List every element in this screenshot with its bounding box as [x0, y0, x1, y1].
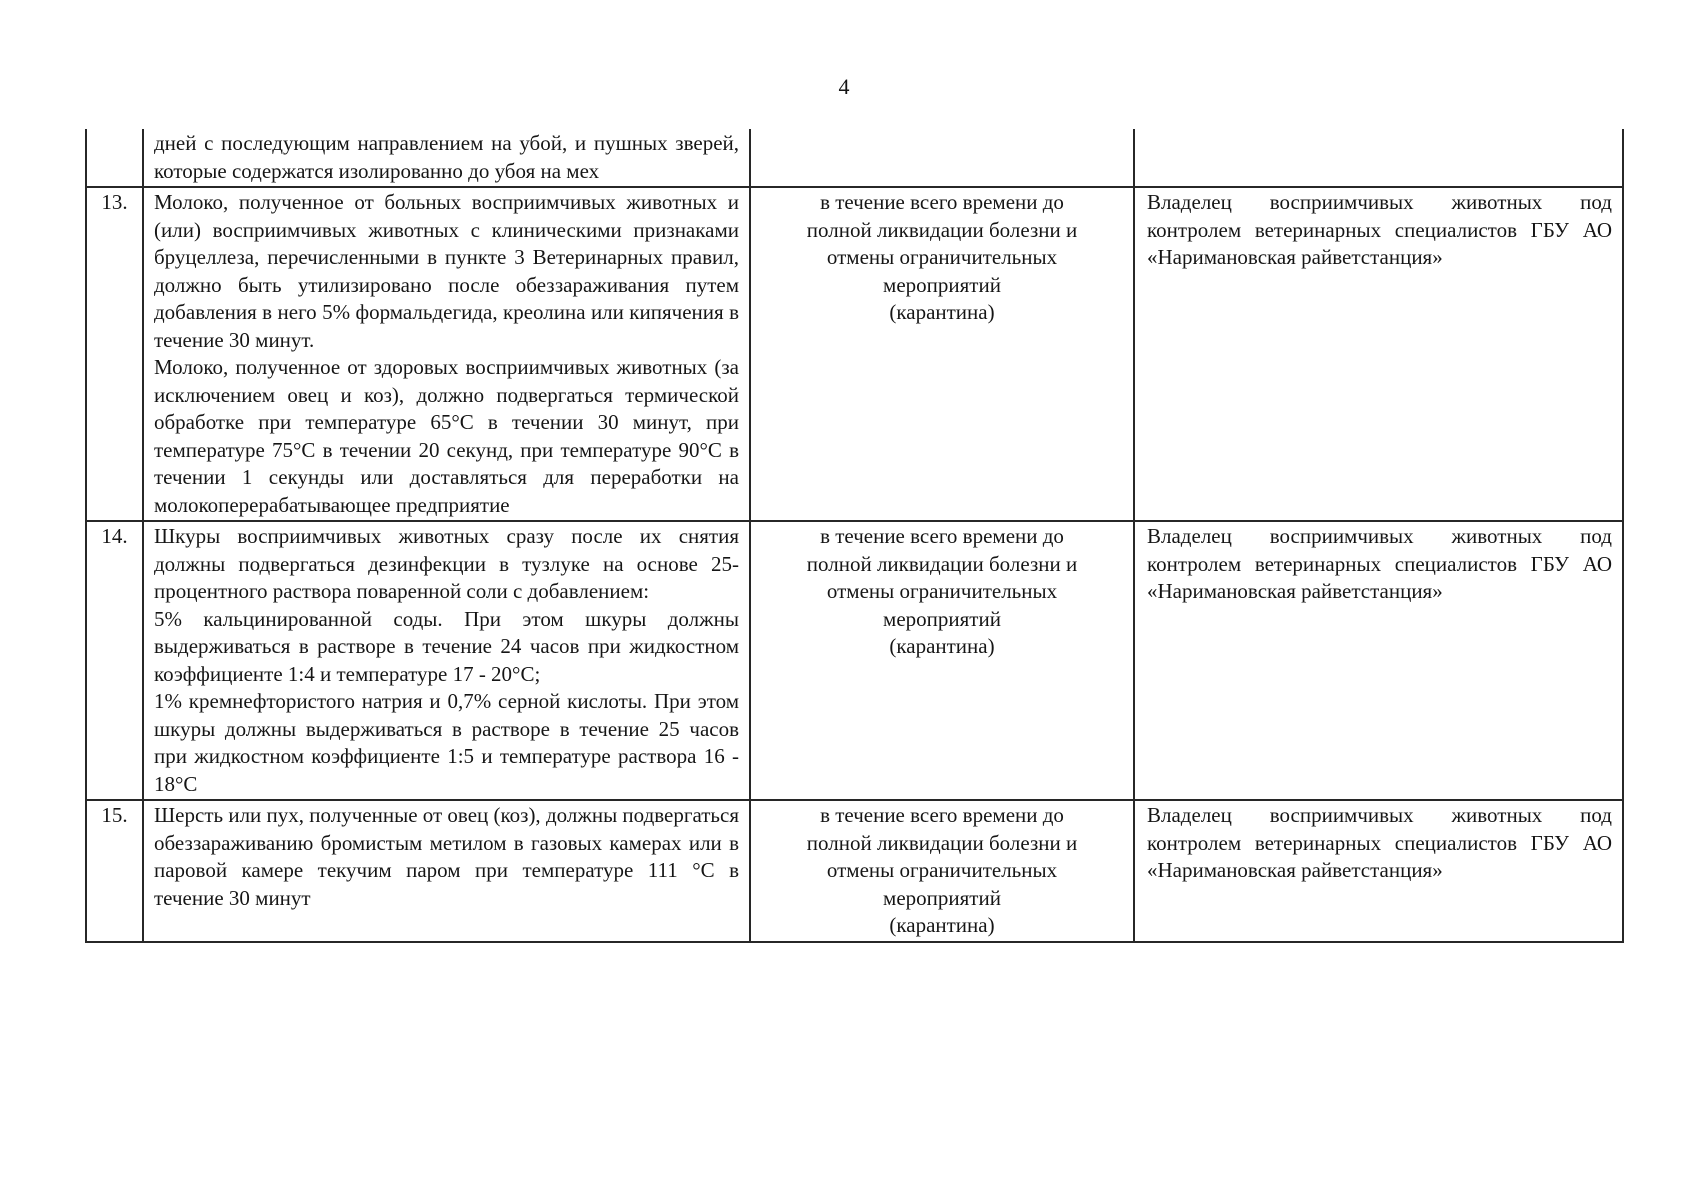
term-cell [750, 800, 1134, 942]
table-row [86, 800, 1623, 942]
measure-paragraph: Молоко, полученное от здоровых восприимчивых животных (за исключением овец и коз), должно подвергаться термической обработке при температуре 65°С в течении 30 минут, при температуре 75°С в течении 20 секунд, при температуре 90°С в течении 1 секунды или доставляться для переработки на молокоперерабатывающее предприятие [154, 355, 739, 517]
measures-table [85, 129, 1624, 943]
term-line: полной ликвидации болезни и [806, 830, 1078, 855]
term-cell [750, 187, 1134, 521]
term-line: (карантина) [889, 913, 995, 937]
term-line: мероприятий [883, 885, 1001, 910]
table-row-continuation [86, 129, 1623, 187]
term-line: отмены ограничительных [826, 579, 1058, 603]
term-line: в течение всего времени до [820, 803, 1064, 827]
page-number: 4 [838, 74, 850, 99]
term-line: мероприятий [883, 272, 1001, 297]
responsible-cell [1134, 187, 1623, 521]
term-line: полной ликвидации болезни и [806, 551, 1078, 576]
table-row [86, 521, 1623, 800]
term-line: мероприятий [883, 606, 1001, 631]
term-line: отмены ограничительных [826, 245, 1058, 269]
term-line: (карантина) [889, 300, 995, 324]
measure-paragraph: Шерсть или пух, полученные от овец (коз), должны подвергаться обеззараживанию бромистым метилом в газовых камерах или в паровой камере текучим паром при температуре 111 °С в течение 30 минут [154, 803, 739, 910]
responsible-text: Владелец восприимчивых животных под контролем ветеринарных специалистов ГБУ АО «Наримановская райветстанция» [1147, 524, 1612, 603]
measure-text: дней с последующим направлением на убой, и пушных зверей, которые содержатся изолированно до убоя на мех [154, 131, 739, 183]
responsible-text: Владелец восприимчивых животных под контролем ветеринарных специалистов ГБУ АО «Наримановская райветстанция» [1147, 803, 1612, 882]
term-line: в течение всего времени до [820, 524, 1064, 548]
measure-cell [143, 187, 750, 521]
measure-paragraph: Молоко, полученное от больных восприимчивых животных и (или) восприимчивых животных с клиническими признаками бруцеллеза, перечисленными в пункте 3 Ветеринарных правил, должно быть утилизировано после обеззараживания путем добавления в него 5% формальдегида, креолина или кипячения в течение 30 минут. [154, 190, 739, 352]
responsible-cell [1134, 521, 1623, 800]
responsible-cell [1134, 129, 1623, 187]
term-cell [750, 129, 1134, 187]
measure-cell [143, 521, 750, 800]
measure-cell [143, 129, 750, 187]
term-line: отмены ограничительных [826, 858, 1058, 882]
row-number-cell [86, 129, 143, 187]
measure-paragraph: 1% кремнефтористого натрия и 0,7% серной кислоты. При этом шкуры должны выдерживаться в растворе в течение 25 часов при жидкостном коэффициенте 1:5 и температуре раствора 16 - 18°С [154, 689, 739, 796]
term-line: полной ликвидации болезни и [806, 217, 1078, 242]
measure-paragraph: 5% кальцинированной соды. При этом шкуры должны выдерживаться в растворе в течение 24 часов при жидкостном коэффициенте 1:4 и температуре 17 - 20°С; [154, 606, 739, 686]
term-cell [750, 521, 1134, 800]
row-number-cell: 15. [86, 800, 143, 942]
responsible-cell [1134, 800, 1623, 942]
measure-paragraph: Шкуры восприимчивых животных сразу после их снятия должны подвергаться дезинфекции в тузлуке на основе 25-процентного раствора поваренной соли с добавлением: [154, 524, 739, 603]
measure-cell [143, 800, 750, 942]
term-line: (карантина) [889, 634, 995, 658]
responsible-text: Владелец восприимчивых животных под контролем ветеринарных специалистов ГБУ АО «Наримановская райветстанция» [1147, 190, 1612, 269]
table-row [86, 187, 1623, 521]
row-number-cell: 14. [86, 521, 143, 800]
term-line: в течение всего времени до [820, 190, 1064, 214]
row-number-cell: 13. [86, 187, 143, 521]
